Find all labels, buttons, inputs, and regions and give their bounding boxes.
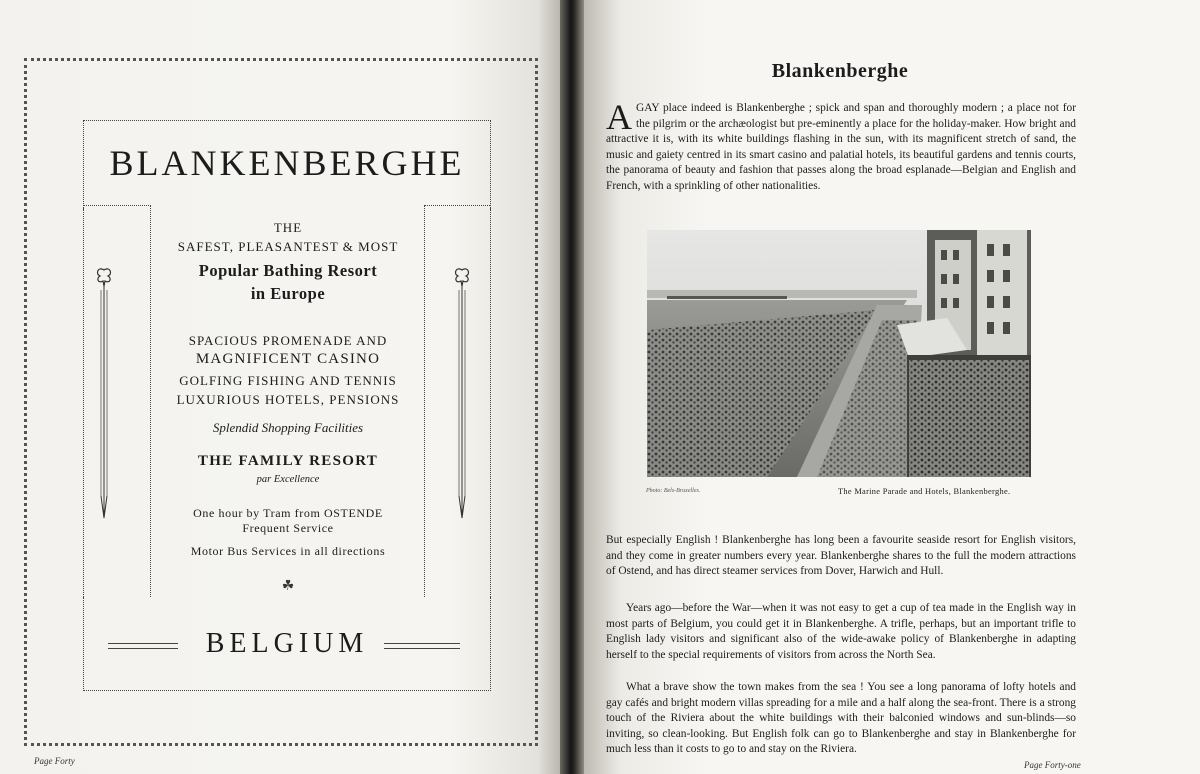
ad-line-golfing: GOLFING FISHING AND TENNIS bbox=[179, 373, 397, 388]
ad-frame-notch-right bbox=[424, 205, 490, 206]
paragraph-english: But especially English ! Blankenberghe has long been a favourite seaside resort for English visitors, and they come in greater numbers every year. Blankenberghe shares to the full the modern attractions of Ostend, and has direct steamer services from Dover, Harwich and Hull. bbox=[606, 534, 1076, 578]
ad-line-tram: One hour by Tram from OSTENDE bbox=[193, 506, 383, 520]
marine-parade-photo-image bbox=[647, 230, 1031, 477]
drop-cap: A bbox=[606, 97, 632, 137]
marine-parade-photo bbox=[647, 230, 1031, 477]
ad-line-popular: Popular Bathing Resort bbox=[198, 261, 378, 280]
photo-credit: Photo: Bels-Bruxelles. bbox=[646, 488, 701, 494]
ad-frame-right-outer bbox=[490, 207, 491, 607]
ad-line-europe: in Europe bbox=[250, 284, 326, 303]
ad-line-shopping: Splendid Shopping Facilities bbox=[212, 420, 364, 435]
intro-paragraph bbox=[606, 97, 1076, 195]
ad-line-motorbus: Motor Bus Services in all directions bbox=[190, 544, 386, 558]
paragraph-sea: What a brave show the town makes from the sea ! You see a long panorama of lofty hotels and gay cafés and bright modern villas spreading for a mile and a half along the sea-front. There is a strong touch of the Riviera about the white buildings with their balconied windows and sun-blinds—so inviting, so clean-looking. But English folk can go to Blankenberghe and stay in Blankenberghe for much less than it costs to go to and stay on the Riviera. bbox=[606, 681, 1076, 756]
article-title: Blankenberghe bbox=[771, 60, 909, 82]
ad-line-promenade: SPACIOUS PROMENADE AND bbox=[188, 333, 388, 348]
ad-line-the: THE bbox=[273, 220, 303, 235]
ad-line-hotels: LUXURIOUS HOTELS, PENSIONS bbox=[176, 392, 400, 407]
paragraph-tea: Years ago—before the War—when it was not easy to get a cup of tea made in the English way in most parts of Belgium, you could get it in Blankenberghe. A trifle, perhaps, but an important trifle to English lady visitors and significant also of the wide-awake policy of Blankenberghe in adapting herself to the special requirements of visitors from across the North Sea. bbox=[606, 602, 1076, 661]
book-gutter bbox=[560, 0, 584, 774]
ad-line-family: THE FAMILY RESORT bbox=[197, 453, 379, 469]
page-number-right: Page Forty-one bbox=[1024, 760, 1081, 770]
ad-line-frequent: Frequent Service bbox=[242, 521, 334, 535]
right-torch-ornament-icon bbox=[453, 266, 471, 526]
intro-text: GAY place indeed is Blankenberghe ; spick and span and thoroughly modern ; a place not for the pilgrim or the archæologist but pre-eminently a place for the holiday-maker. How bright and attractive it is, with its white buildings flashing in the sun, with its magnificent stretch of sand, the music and gaiety centred in its smart casino and palatial hotels, its beautiful gardens and tennis courts, the panorama of beauty and fashion that passes along the broad esplanade—Belgian and English and French, with a sprinkling of other nationalities. bbox=[606, 102, 1076, 192]
ad-line-excellence: par Excellence bbox=[256, 474, 320, 485]
clover-ornament-icon: ☘ bbox=[281, 579, 295, 594]
left-torch-ornament-icon bbox=[95, 266, 113, 526]
ad-frame-left-outer bbox=[83, 207, 84, 607]
ad-line-casino: MAGNIFICENT CASINO bbox=[195, 351, 381, 367]
ad-frame-notch-left bbox=[83, 205, 151, 206]
ad-line-safest: SAFEST, PLEASANTEST & MOST bbox=[177, 239, 399, 254]
page-number-left: Page Forty bbox=[34, 756, 75, 766]
photo-caption: The Marine Parade and Hotels, Blankenberghe. bbox=[838, 487, 1011, 496]
ad-country: BELGIUM bbox=[205, 628, 369, 659]
ad-title: BLANKENBERGHE bbox=[109, 143, 465, 183]
